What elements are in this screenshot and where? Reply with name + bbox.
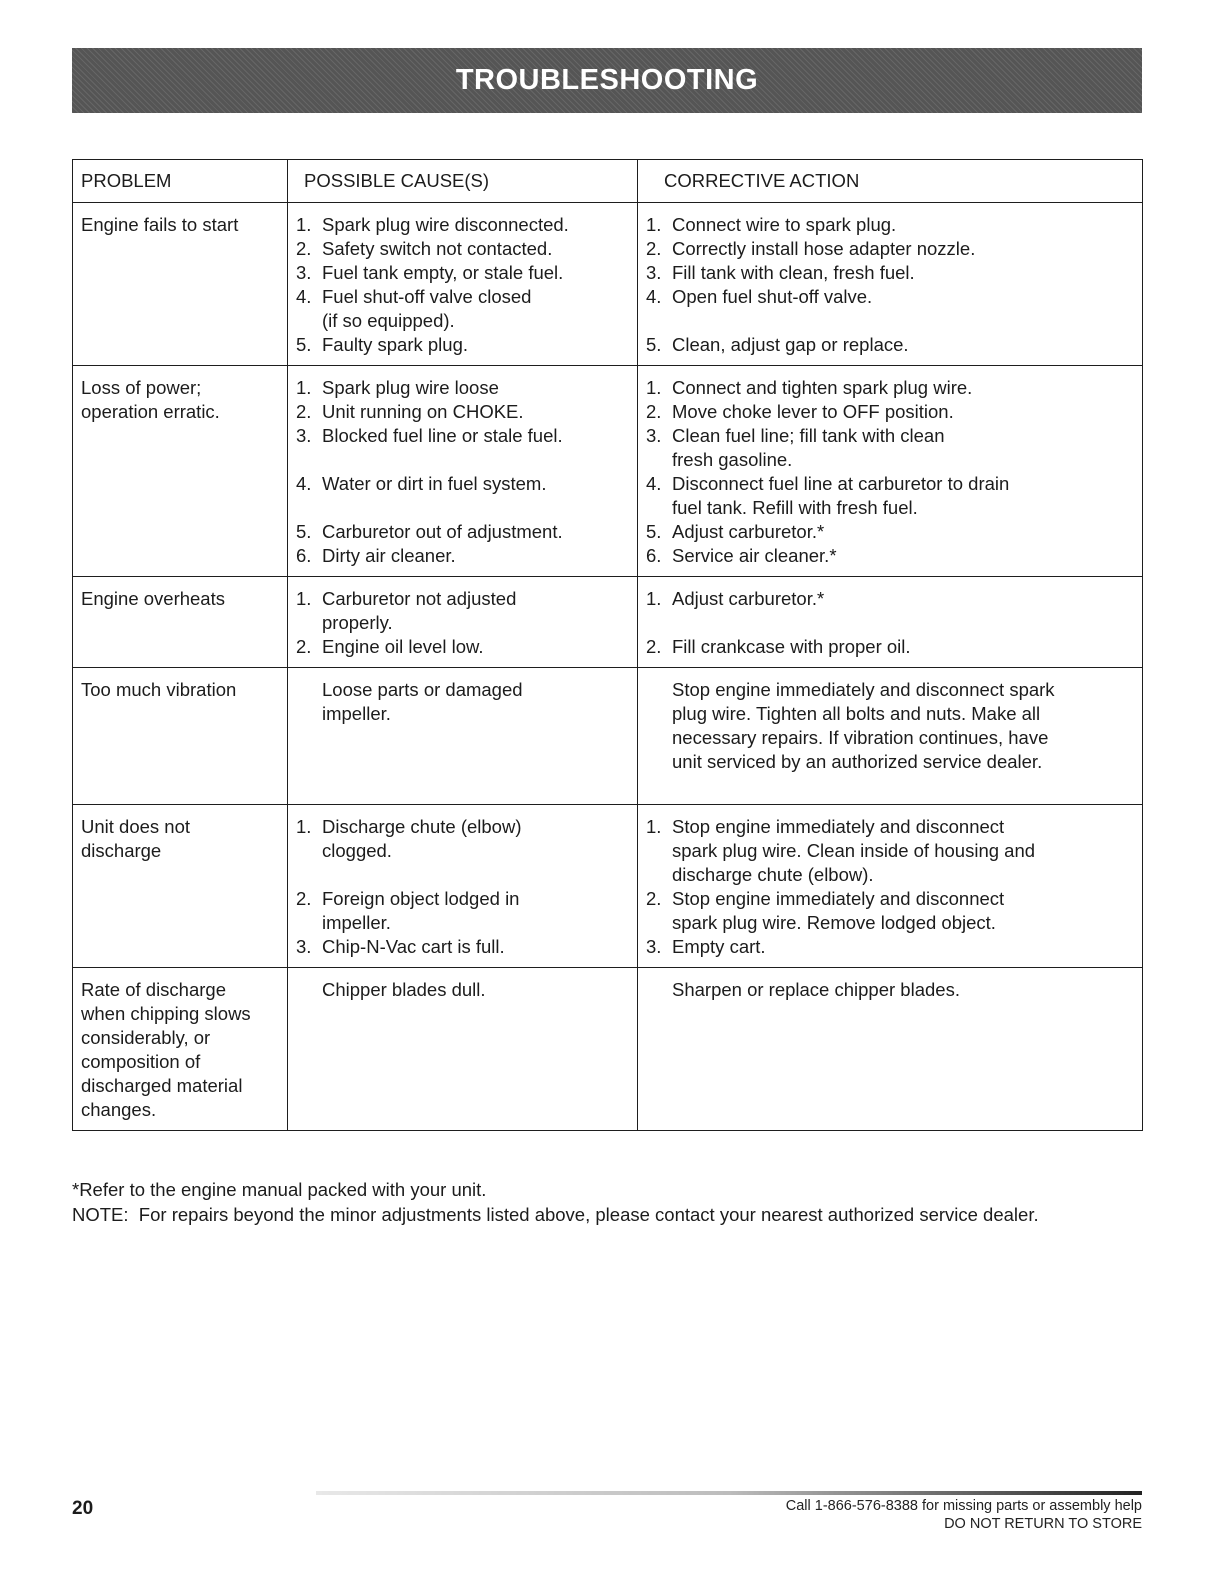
cause-cell [288,366,638,577]
table-header-row [73,160,1143,203]
list-item: 2. Stop engine immediately and disconnect spark plug wire. Remove lodged object. [646,888,1005,933]
column-header-problem: PROBLEM [73,160,288,203]
title-banner [72,48,1142,113]
list-item: 4. Fuel shut-off valve closed (if so equipped). [296,286,532,331]
problem-cell: Engine fails to start [73,203,288,366]
list-item: 6. Dirty air cleaner. [296,545,456,566]
list-item: 2. Foreign object lodged in impeller. [296,888,520,933]
list-item: 1. Stop engine immediately and disconnect spark plug wire. Clean inside of housing and discharge chute (elbow). [646,816,1036,885]
problem-cell: Rate of discharge when chipping slows considerably, or composition of discharged material changes. [73,968,288,1131]
action-cell: Stop engine immediately and disconnect spark plug wire. Tighten all bolts and nuts. Make all necessary repairs. If vibration continues, have unit serviced by an authorized service dealer. [638,668,1143,805]
list-item: 2. Correctly install hose adapter nozzle. [646,238,976,259]
problem-cell: Engine overheats [73,577,288,668]
footer-help [786,1497,1142,1533]
footer-rule [316,1491,1142,1495]
list-item: 2. Move choke lever to OFF position. [646,401,954,422]
action-cell [638,203,1143,366]
list-item: 4. Water or dirt in fuel system. [296,473,547,494]
service-note: NOTE: For repairs beyond the minor adjustments listed above, please contact your nearest authorized service dealer. [72,1204,1039,1225]
cause-cell [288,203,638,366]
list-item: 5. Clean, adjust gap or replace. [646,334,909,355]
list-item: 1. Spark plug wire loose [296,377,499,398]
list-item: 3. Clean fuel line; fill tank with clean fresh gasoline. [646,425,945,470]
help-phone-line: Call 1-866-576-8388 for missing parts or assembly help [785,1498,1142,1514]
list-item: 5. Faulty spark plug. [296,334,469,355]
store-line: DO NOT RETURN TO STORE [944,1516,1142,1532]
list-item: 2. Fill crankcase with proper oil. [646,636,911,657]
table-row [73,577,1143,668]
list-item: 3. Empty cart. [646,936,766,957]
list-item: 2. Safety switch not contacted. [296,238,553,259]
list-item: 1. Adjust carburetor.* [646,588,825,609]
page-number: 20 [72,1498,94,1519]
list-item: 1. Spark plug wire disconnected. [296,214,569,235]
cause-cell: Loose parts or damaged impeller. [288,668,638,805]
list-item: 5. Carburetor out of adjustment. [296,521,563,542]
list-item: 4. Disconnect fuel line at carburetor to drain fuel tank. Refill with fresh fuel. [646,473,1010,518]
problem-cell: Loss of power; operation erratic. [73,366,288,577]
list-item: 3. Chip-N-Vac cart is full. [296,936,505,957]
cause-cell: Chipper blades dull. [288,968,638,1131]
cause-cell [288,577,638,668]
list-item: 4. Open fuel shut-off valve. [646,286,873,307]
list-item: 3. Fill tank with clean, fresh fuel. [646,262,915,283]
list-item: 3. Blocked fuel line or stale fuel. [296,425,563,446]
action-cell [638,805,1143,968]
problem-cell: Too much vibration [73,668,288,805]
list-item: 5. Adjust carburetor.* [646,521,825,542]
troubleshooting-table [72,159,1143,1131]
list-item: 3. Fuel tank empty, or stale fuel. [296,262,564,283]
action-cell [638,366,1143,577]
cause-cell [288,805,638,968]
action-cell [638,577,1143,668]
engine-manual-footnote: *Refer to the engine manual packed with your unit. [72,1179,487,1200]
table-row [73,805,1143,968]
list-item: 2. Engine oil level low. [296,636,484,657]
list-item: 6. Service air cleaner.* [646,545,837,566]
problem-cell: Unit does not discharge [73,805,288,968]
list-item: 1. Carburetor not adjusted properly. [296,588,517,633]
footnotes [72,1177,1152,1227]
table-row [73,668,1143,805]
list-item: 1. Discharge chute (elbow) clogged. [296,816,522,861]
list-item: 1. Connect and tighten spark plug wire. [646,377,973,398]
column-header-causes: POSSIBLE CAUSE(S) [288,160,638,203]
page-title: TROUBLESHOOTING [455,64,759,96]
column-header-actions: CORRECTIVE ACTION [638,160,1143,203]
table-row [73,968,1143,1131]
list-item: 1. Connect wire to spark plug. [646,214,897,235]
list-item: 2. Unit running on CHOKE. [296,401,524,422]
action-cell: Sharpen or replace chipper blades. [638,968,1143,1131]
table-row [73,203,1143,366]
table-row [73,366,1143,577]
